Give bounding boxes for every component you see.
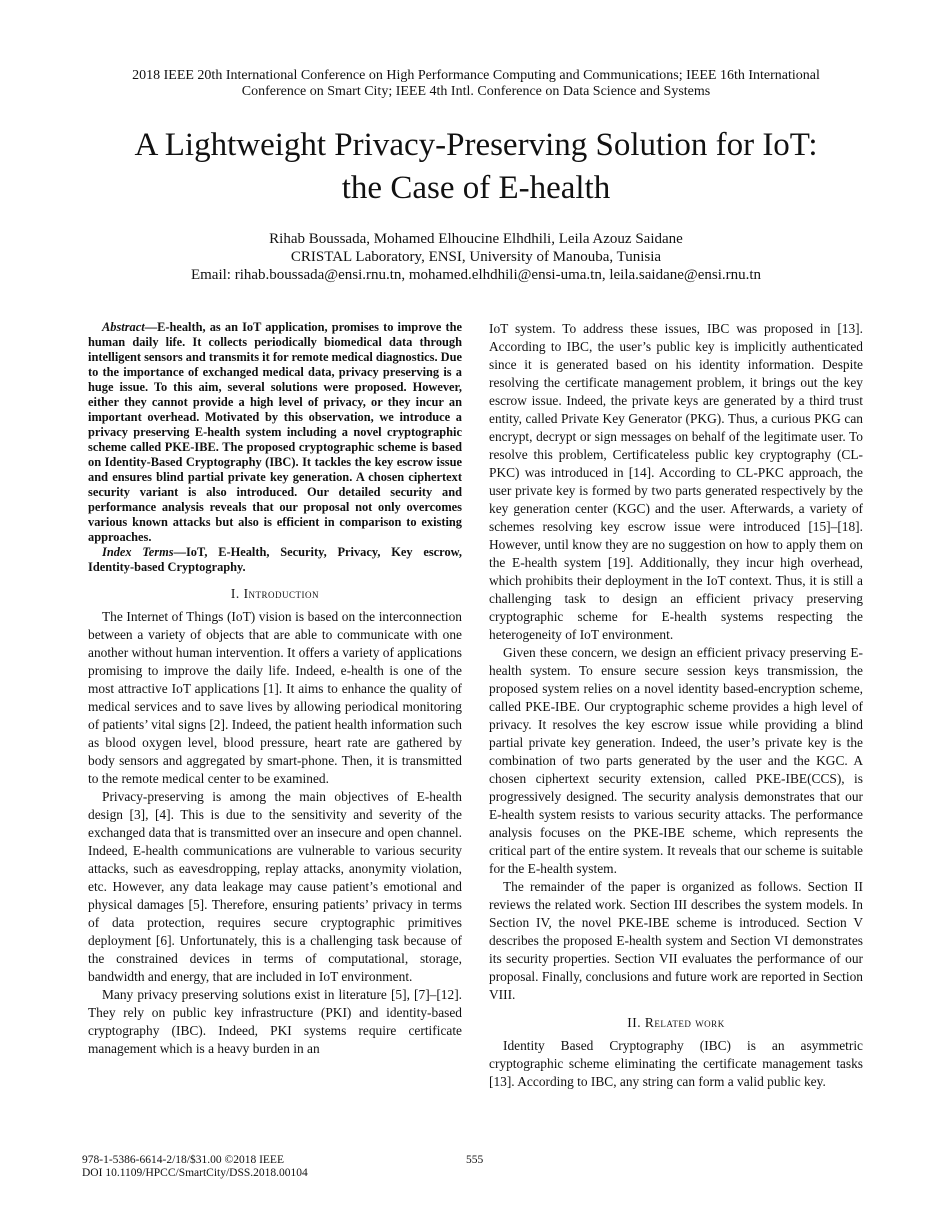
paragraph: Privacy-preserving is among the main objectives of E-health design [3], [4]. This is due to the sensitivity and severity of the exchanged data that is transmitted over an insecure and open channel. Indeed, E-health communications are vulnerable to various security attacks, such as eavesdropping, replay attacks, anonymity violation, etc. However, any data leakage may cause patient’s emotional and physical damages [5]. Therefore, ensuring patients’ privacy in terms of data protection, requires secure cryptographic primitives deployment [6]. Unfortunately, this is a challenging task because of the constrained devices in terms of computational, storage, bandwidth and energy, that are included in IoT environment. bbox=[88, 789, 462, 984]
author-email: Email: rihab.boussada@ensi.rnu.tn, mohamed.elhdhili@ensi-uma.tn, leila.saidane@ensi.rnu.tn bbox=[190, 267, 762, 283]
paragraph: The Internet of Things (IoT) vision is based on the interconnection between a variety of objects that are able to communicate with one another without human intervention. It offers a variety of applications promising to improve the daily life. Indeed, e-health is one of the most attractive IoT applications [1]. It aims to enhance the quality of medical services and to save lives by allowing periodical monitoring of patients’ vital signs [2]. Indeed, the patient health information such as blood oxygen level, blood pressure, heart rate are gathered by body sensors and aggregated by smart-phone. Then, it is transmitted to the remote medical center to be examined. bbox=[88, 609, 462, 786]
paragraph: Identity Based Cryptography (IBC) is an asymmetric cryptographic scheme eliminating the certificate management tasks [13]. According to IBC, any string can form a valid public key. bbox=[489, 1038, 863, 1089]
section-number: I. bbox=[230, 586, 240, 601]
index-terms-label: Index Terms bbox=[102, 545, 174, 559]
left-column bbox=[88, 320, 462, 1058]
section-heading-introduction bbox=[88, 585, 462, 603]
paper-title bbox=[40, 124, 912, 210]
footer-doi: DOI 10.1109/HPCC/SmartCity/DSS.2018.00104 bbox=[82, 1167, 308, 1179]
conference-header bbox=[60, 68, 892, 100]
footer-isbn: 978-1-5386-6614-2/18/$31.00 ©2018 IEEE bbox=[82, 1154, 284, 1166]
section-heading-related-work bbox=[489, 1014, 863, 1032]
right-column bbox=[489, 320, 863, 1091]
author-block bbox=[60, 230, 892, 284]
section-title: Related work bbox=[644, 1015, 725, 1030]
paragraph: Given these concern, we design an efficient privacy preserving E-health system. To ensure secure session keys transmission, the proposed system relies on a novel identity based-encryption scheme, called PKE-IBE. Our cryptographic scheme provides a high level of privacy. It resolves the key escrow issue while providing a blind partial private key generation. Indeed, the user’s private key is the combination of two parts generated by the user and the KGC. A chosen ciphertext security extension, called PKE-IBE(CCS), is progressively designed. The security analysis demonstrates that our E-health system resists to various security attacks. The performance analysis focuses on the PKE-IBE scheme, which represents the critical part of the entire system. It reveals that our scheme is suitable for the E-health system. bbox=[489, 645, 863, 876]
footer-copyright bbox=[82, 1154, 308, 1180]
title-line-2: the Case of E-health bbox=[341, 170, 611, 206]
abstract-text: —E-health, as an IoT application, promises to improve the human daily life. It collects periodically biomedical data through intelligent sensors and transmits it for remote medical diagnostics. Due to the importance of exchanged medical data, privacy preserving is a huge issue. To this aim, several solutions were proposed. However, either they cannot provide a high level of privacy, or they incur an important overhead. Motivated by this observation, we introduce a privacy preserving E-health system including a novel cryptographic scheme called PKE-IBE. The proposed cryptographic scheme is based on Identity-Based Cryptography (IBC). It tackles the key escrow issue and ensures blind partial private key generation. A chosen ciphertext security variant is also introduced. Our detailed security and performance analysis reveals that our proposal not only overcomes various known attacks but also is efficient in comparison to existing approaches. bbox=[88, 320, 462, 544]
abstract-label: Abstract bbox=[102, 320, 145, 334]
section-title: Introduction bbox=[243, 586, 320, 601]
conference-line-1: 2018 IEEE 20th International Conference on High Performance Computing and Communications; IEEE 16th International bbox=[132, 68, 820, 83]
page-number: 555 bbox=[466, 1154, 484, 1166]
section-number: II. bbox=[627, 1015, 642, 1030]
conference-line-2: Conference on Smart City; IEEE 4th Intl. Conference on Data Science and Systems bbox=[241, 84, 711, 99]
index-terms bbox=[88, 545, 462, 575]
abstract bbox=[88, 320, 462, 545]
paragraph: Many privacy preserving solutions exist in literature [5], [7]–[12]. They rely on public key infrastructure (PKI) and identity-based cryptography (IBC). Indeed, PKI systems require certificate management which is a heavy burden in an bbox=[88, 987, 462, 1056]
title-line-1: A Lightweight Privacy-Preserving Solution for IoT: bbox=[134, 127, 818, 163]
paragraph: The remainder of the paper is organized as follows. Section II reviews the related work. Section III describes the system models. In Section IV, the novel PKE-IBE scheme is introduced. Section V describes the proposed E-health system and Section VI demonstrates its security properties. Section VII evaluates the performance of our proposal. Finally, conclusions and future work are reported in Section VIII. bbox=[489, 879, 863, 1002]
paragraph: IoT system. To address these issues, IBC was proposed in [13]. According to IBC, the user’s public key is implicitly authenticated since it is generated based on his identity information. Despite resolving the certificate management problem, it brings out the key escrow issue. Indeed, the private keys are generated by a third trust entity, called Private Key Generator (PKG). Thus, a curious PKG can encrypt, decrypt or sign messages on behalf of the legitimate user. To resolve this problem, Certificateless public key cryptography (CL-PKC) was introduced in [14]. According to CL-PKC approach, the user private key is formed by two parts generated respectively by the key generation center (KGC) and the user. Afterwards, a variety of schemes resolving key escrow issue were introduced [15]–[18]. However, until know they are no suggestion on how to apply them on the E-health system [19]. Additionally, they incur high overhead, which prohibits their deployment in the IoT context. Thus, it is still a challenging task to design an efficient privacy preserving cryptographic scheme for E-health systems respecting the heterogeneity of IoT environment. bbox=[489, 321, 863, 642]
author-names: Rihab Boussada, Mohamed Elhoucine Elhdhili, Leila Azouz Saidane bbox=[269, 231, 683, 247]
index-terms-text: —IoT, E-Health, Security, Privacy, Key escrow, Identity-based Cryptography. bbox=[88, 545, 463, 574]
author-affiliation: CRISTAL Laboratory, ENSI, University of Manouba, Tunisia bbox=[290, 249, 662, 265]
